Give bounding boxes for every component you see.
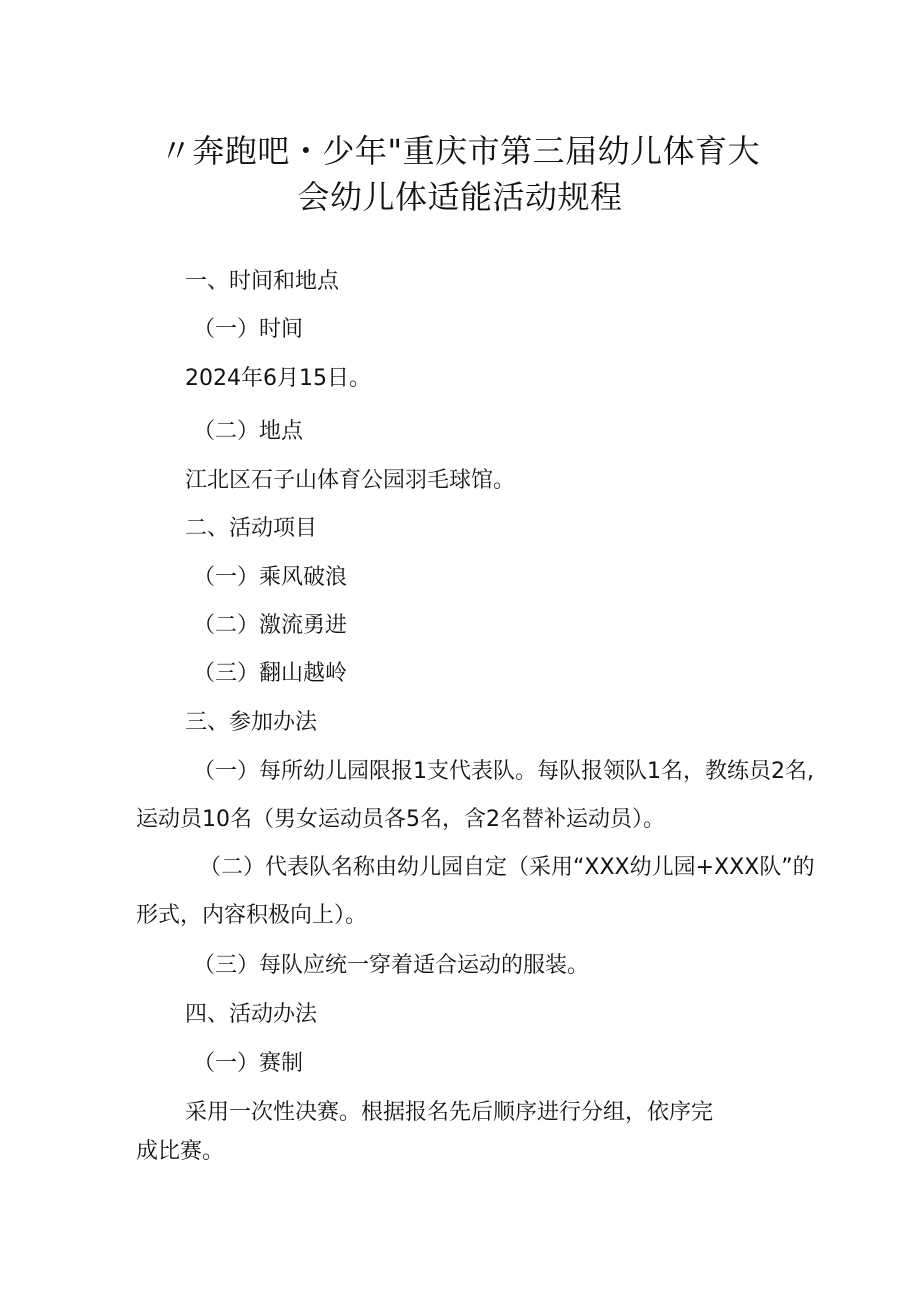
document-title-line-1: 〃奔跑吧・少年"重庆市第三届幼儿体育大 — [159, 132, 761, 170]
subheading-format: （一）赛制 — [193, 1051, 304, 1076]
paragraph-line: （二）代表队名称由幼儿园自定（采用“XXX幼儿园+XXX队”的 — [199, 855, 815, 880]
document-title-line-2: 会幼儿体适能活动规程 — [297, 178, 623, 216]
subheading-place: （二）地点 — [193, 419, 304, 444]
paragraph-line: 运动员10名（男女运动员各5名，含2名替补运动员）。 — [136, 807, 665, 832]
paragraph-line: （三）每队应统一穿着适合运动的服装。 — [193, 953, 590, 978]
section-heading-time-place: 一、时间和地点 — [185, 269, 340, 294]
section-heading-method: 四、活动办法 — [185, 1002, 318, 1027]
section-heading-activities: 二、活动项目 — [185, 516, 318, 541]
section-heading-participation: 三、参加办法 — [185, 710, 318, 735]
activity-item: （二）激流勇进 — [193, 613, 348, 638]
event-place: 江北区石子山体育公园羽毛球馆。 — [185, 468, 516, 493]
paragraph-line: 采用一次性决赛。根据报名先后顺序进行分组，依序完 — [185, 1100, 714, 1125]
event-date: 2024年6月15日。 — [185, 366, 371, 391]
activity-item: （三）翻山越岭 — [193, 661, 348, 686]
paragraph-line: （一）每所幼儿园限报1支代表队。每队报领队1名，教练员2名, — [193, 759, 814, 784]
paragraph-line: 成比赛。 — [136, 1139, 225, 1164]
subheading-time: （一）时间 — [193, 317, 304, 342]
activity-item: （一）乘风破浪 — [193, 565, 348, 590]
paragraph-line: 形式，内容积极向上）。 — [136, 903, 368, 928]
